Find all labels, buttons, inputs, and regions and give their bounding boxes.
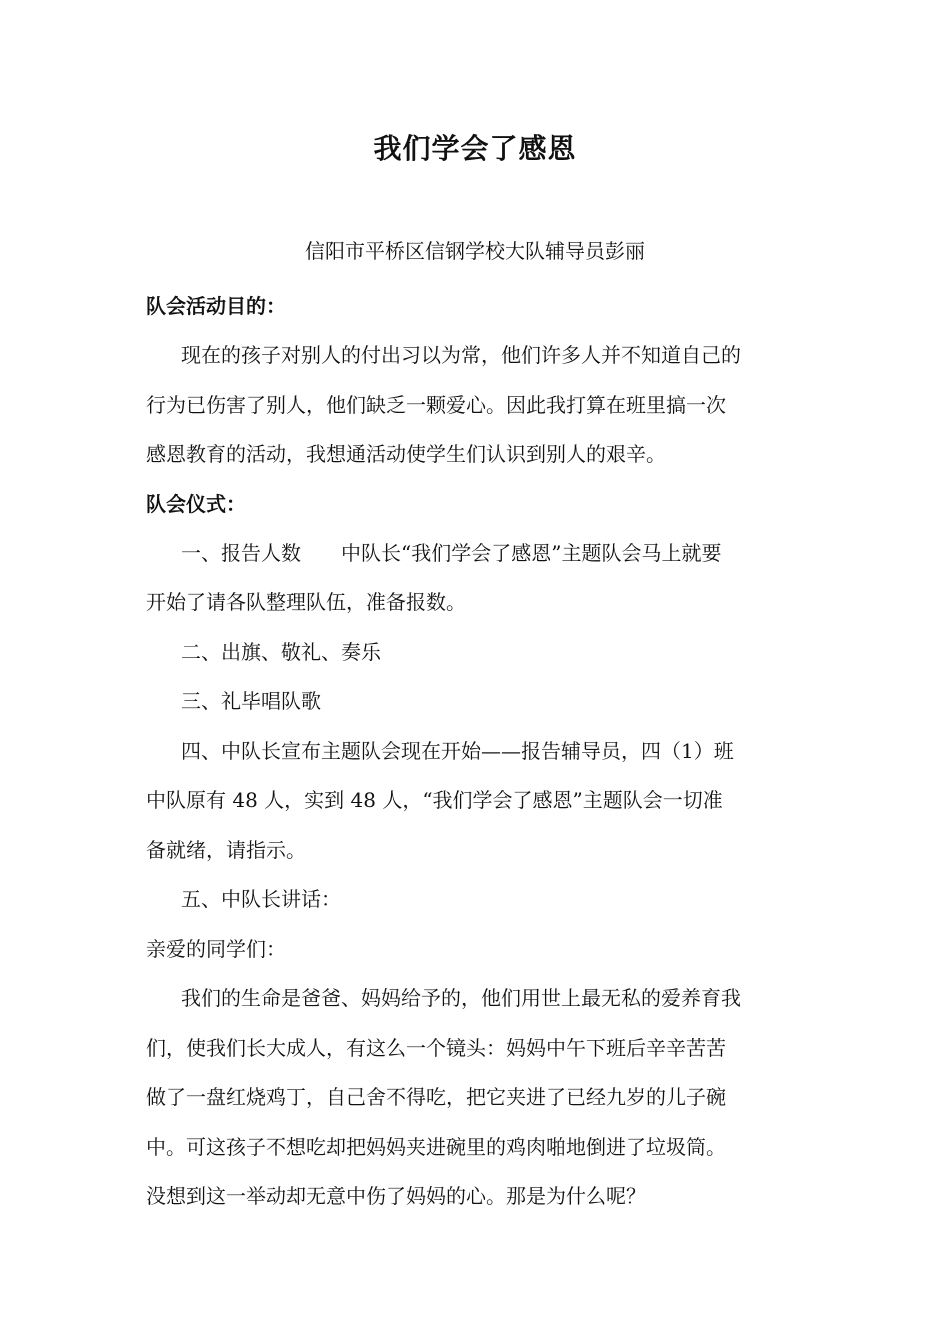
paragraph-line: 四、中队长宣布主题队会现在开始——报告辅导员，四（1）班 bbox=[181, 738, 734, 763]
section-heading-ceremony: 队会仪式： bbox=[146, 491, 246, 516]
speech-greeting bbox=[146, 925, 806, 975]
paragraph-line: 五、中队长讲话： bbox=[181, 887, 341, 911]
paragraph-line: 做了一盘红烧鸡丁，自己舍不得吃，把它夹进了已经九岁的儿子碗 bbox=[146, 1085, 726, 1109]
paragraph-line: 们，使我们长大成人，有这么一个镜头：妈妈中午下班后辛辛苦苦 bbox=[146, 1035, 726, 1060]
paragraph-line: 开始了请各队整理队伍，准备报数。 bbox=[146, 590, 466, 614]
paragraph-line: 感恩教育的活动，我想通活动使学生们认识到别人的艰辛。 bbox=[146, 442, 666, 466]
paragraph-line: 二、出旗、敬礼、奏乐 bbox=[181, 639, 381, 664]
ceremony-item-2 bbox=[146, 628, 806, 678]
paragraph-line: 没想到这一举动却无意中伤了妈妈的心。那是为什么呢？ bbox=[146, 1184, 646, 1208]
paragraph-line: 备就绪，请指示。 bbox=[146, 837, 306, 862]
paragraph-line: 我们的生命是爸爸、妈妈给予的，他们用世上最无私的爱养育我 bbox=[181, 986, 741, 1010]
paragraph-line: 中队原有 48 人，实到 48 人，“我们学会了感恩”主题队会一切准 bbox=[146, 788, 723, 812]
document-body bbox=[146, 282, 806, 1222]
section-heading-purpose: 队会活动目的： bbox=[146, 294, 286, 318]
paragraph-line: 亲爱的同学们： bbox=[146, 936, 286, 961]
paragraph-line: 现在的孩子对别人的付出习以为常，他们许多人并不知道自己的 bbox=[181, 343, 741, 367]
paragraph-line: 一、报告人数 中队长“我们学会了感恩”主题队会马上就要 bbox=[181, 540, 722, 565]
paragraph-line: 三、礼毕唱队歌 bbox=[181, 689, 321, 713]
ceremony-item-4 bbox=[146, 727, 806, 876]
document-title: 我们学会了感恩 bbox=[373, 132, 577, 165]
ceremony-item-5 bbox=[146, 875, 806, 925]
ceremony-item-3 bbox=[146, 677, 806, 727]
paragraph-line: 中。可这孩子不想吃却把妈妈夹进碗里的鸡肉啪地倒进了垃圾筒。 bbox=[146, 1134, 726, 1159]
paragraph-purpose bbox=[146, 331, 806, 480]
paragraph-line: 行为已伤害了别人，他们缺乏一颗爱心。因此我打算在班里搞一次 bbox=[146, 392, 726, 417]
author-byline: 信阳市平桥区信钢学校大队辅导员彭丽 bbox=[305, 239, 645, 263]
ceremony-item-1 bbox=[146, 529, 806, 628]
speech-paragraph bbox=[146, 974, 806, 1222]
